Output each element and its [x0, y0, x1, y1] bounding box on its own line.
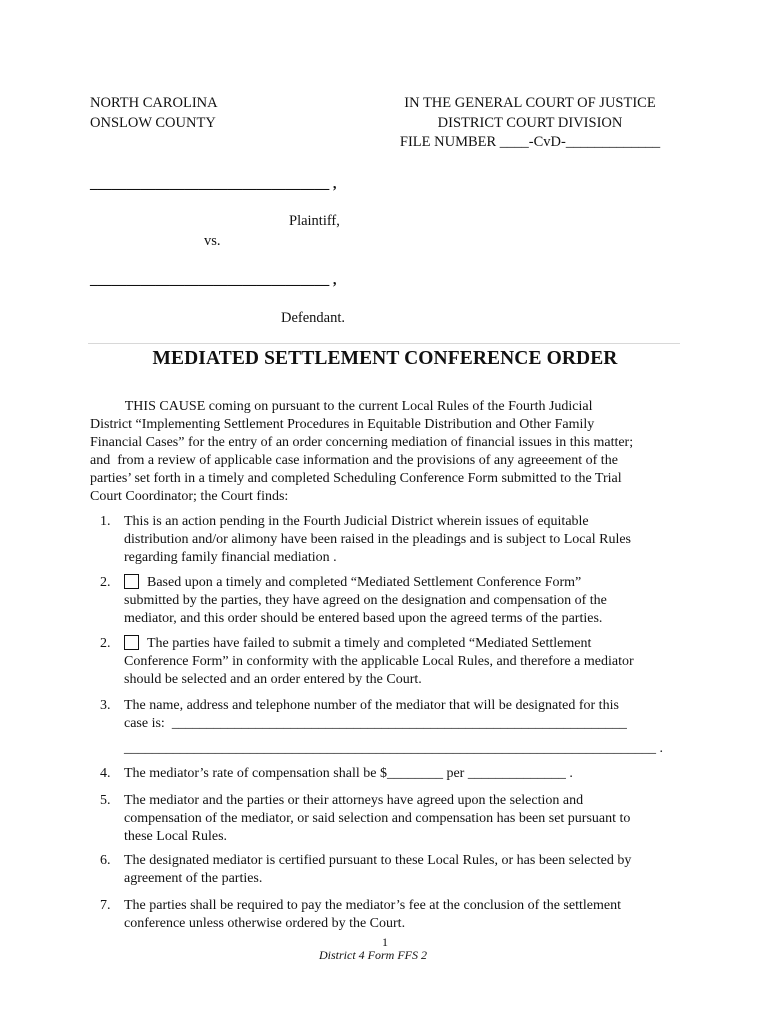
item-line: agreement of the parties.	[124, 871, 263, 886]
item-number: 6.	[100, 853, 111, 868]
item-line: This is an action pending in the Fourth Judicial District wherein issues of equitable	[124, 514, 589, 529]
versus-label: vs.	[204, 233, 221, 249]
compensation-line[interactable]: The mediator’s rate of compensation shall be $________ per ______________ .	[124, 766, 573, 781]
intro-paragraph	[90, 398, 690, 506]
intro-line: Financial Cases” for the entry of an order concerning mediation of financial issues in this matter;	[90, 435, 634, 450]
item-line: distribution and/or alimony have been raised in the pleadings and is subject to Local Rules	[124, 532, 631, 547]
county-header	[90, 94, 218, 133]
divider	[88, 343, 680, 344]
item-line: these Local Rules.	[124, 829, 228, 844]
failed-to-submit-checkbox[interactable]	[124, 635, 139, 650]
item-number: 2.	[100, 636, 111, 651]
court-name: IN THE GENERAL COURT OF JUSTICE	[404, 95, 656, 111]
page-title: MEDIATED SETTLEMENT CONFERENCE ORDER	[152, 348, 618, 369]
county-name: ONSLOW COUNTY	[90, 114, 216, 131]
blank-spacer	[124, 733, 663, 740]
item-number: 5.	[100, 793, 111, 808]
defendant-label: Defendant.	[281, 310, 346, 326]
item-line: submitted by the parties, they have agreed on the designation and compensation of the	[124, 593, 607, 608]
item-number: 7.	[100, 898, 111, 913]
item-line: Based upon a timely and completed “Mediated Settlement Conference Form”	[147, 575, 582, 590]
agreed-checkbox[interactable]	[124, 574, 139, 589]
item-line: conference unless otherwise ordered by the Court.	[124, 916, 406, 931]
state-name: NORTH CAROLINA	[90, 95, 218, 111]
file-number: FILE NUMBER ____-CvD-_____________	[399, 134, 661, 150]
intro-line: parties’ set forth in a timely and completed Scheduling Conference Form submitted to the Trial	[90, 471, 622, 486]
item-line: The name, address and telephone number of the mediator that will be designated for this	[124, 698, 619, 713]
form-identifier: District 4 Form FFS 2	[319, 948, 427, 962]
item-line: compensation of the mediator, or said selection and compensation has been set pursuant to	[124, 811, 631, 826]
item-line: The designated mediator is certified pursuant to these Local Rules, or has been selected by	[124, 853, 632, 868]
item-line: Conference Form” in conformity with the applicable Local Rules, and therefore a mediator	[124, 654, 634, 669]
plaintiff-label: Plaintiff,	[289, 213, 340, 229]
item-line: The parties shall be required to pay the mediator’s fee at the conclusion of the settlement	[124, 898, 621, 913]
defendant-name-line: _________________________________ ,	[90, 272, 337, 288]
intro-line: District “Implementing Settlement Procedures in Equitable Distribution and Other Family	[90, 417, 595, 432]
item-line: regarding family financial mediation .	[124, 550, 337, 565]
mediator-info-line[interactable]: case is: _________________________________________________________________	[124, 716, 627, 731]
item-number: 2.	[100, 575, 111, 590]
intro-line: Court Coordinator; the Court finds:	[90, 489, 289, 504]
item-line: should be selected and an order entered by the Court.	[124, 672, 422, 687]
item-line: The parties have failed to submit a timely and completed “Mediated Settlement	[147, 636, 592, 651]
court-header	[374, 94, 686, 153]
item-number: 3.	[100, 698, 111, 713]
item-number: 1.	[100, 514, 111, 529]
intro-line: and from a review of applicable case information and the provisions of any agreeement of the	[90, 453, 618, 468]
item-line: The mediator and the parties or their attorneys have agreed upon the selection and	[124, 793, 584, 808]
item-number: 4.	[100, 766, 111, 781]
mediator-info-line[interactable]: ____________________________________________________________________________ .	[124, 741, 663, 756]
plaintiff-name-line: _________________________________ ,	[90, 176, 337, 192]
page-number: 1	[382, 935, 388, 949]
item-line: mediator, and this order should be entered based upon the agreed terms of the parties.	[124, 611, 603, 626]
intro-line: THIS CAUSE coming on pursuant to the current Local Rules of the Fourth Judicial	[90, 399, 593, 414]
court-division: DISTRICT COURT DIVISION	[437, 114, 623, 131]
